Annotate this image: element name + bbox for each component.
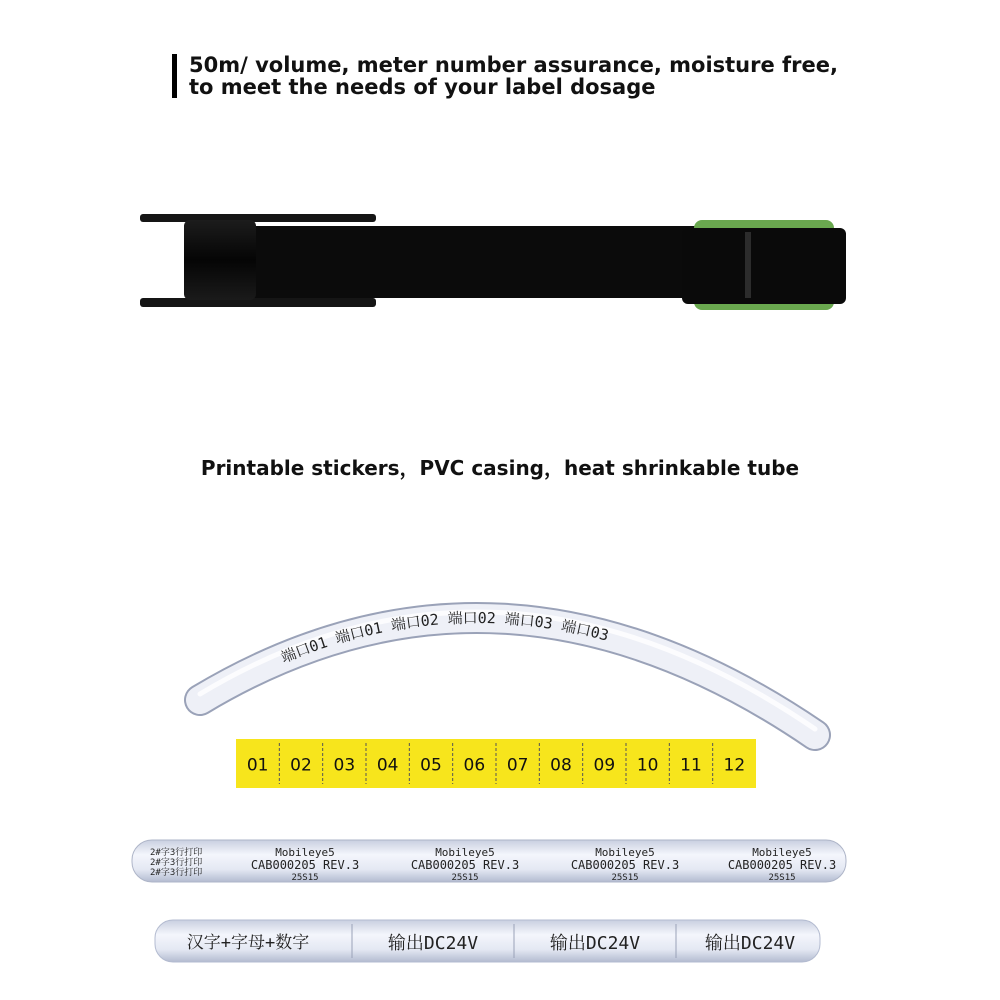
- sleeve-side-text: 2#字3行打印: [150, 868, 203, 878]
- sleeve-line-1: Mobileye5: [435, 846, 495, 859]
- curved-tube: [200, 609, 815, 735]
- strip-number: 11: [680, 755, 702, 776]
- strip-number: 10: [636, 755, 659, 776]
- right-spool: [682, 228, 846, 304]
- headline-line-2: to meet the needs of your label dosage: [189, 75, 656, 99]
- bottom-tube-repeat-label: 输出DC24V: [387, 933, 479, 954]
- bottom-tube-repeat-label: 输出DC24V: [549, 933, 641, 954]
- strip-number: 12: [723, 755, 746, 776]
- strip-number: 08: [550, 755, 572, 776]
- strip-number: 07: [506, 755, 529, 776]
- sleeve-line-2: CAB000205 REV.3: [410, 858, 520, 872]
- sleeve-line-3: 25S15: [291, 873, 319, 883]
- spool-flange-bottom: [140, 298, 376, 307]
- sleeve-line-2: CAB000205 REV.3: [250, 858, 360, 872]
- curved-tube-text: 端口01 端口01 端口02 端口02 端口03 端口03: [278, 608, 611, 667]
- sleeve-line-3: 25S15: [451, 873, 479, 883]
- sleeve-line-3: 25S15: [768, 873, 796, 883]
- bottom-tube-first-label: 汉字+字母+数字: [186, 933, 310, 953]
- printed-sleeve: [132, 840, 846, 883]
- left-spool: [184, 220, 256, 300]
- bottom-tube: [155, 920, 820, 962]
- subheading: Printable stickers，PVC casing，heat shrinkable tube: [200, 456, 800, 480]
- sleeve-line-1: Mobileye5: [752, 846, 812, 859]
- number-strip: [236, 739, 756, 788]
- strip-number: 05: [420, 755, 442, 776]
- strip-number: 06: [463, 755, 486, 776]
- sleeve-line-3: 25S15: [611, 873, 639, 883]
- spool-highlight: [745, 232, 751, 298]
- strip-number: 03: [333, 755, 356, 776]
- spool-flange-top: [140, 214, 376, 222]
- strip-number: 02: [290, 755, 312, 776]
- sleeve-line-1: Mobileye5: [275, 846, 335, 859]
- strip-number: 04: [376, 755, 399, 776]
- bottom-tube-repeat-label: 输出DC24V: [704, 933, 796, 954]
- strip-number: 09: [593, 755, 616, 776]
- ink-ribbon-cartridge: [140, 214, 846, 310]
- sleeve-side-text: 2#字3行打印: [150, 848, 203, 858]
- sleeve-line-2: CAB000205 REV.3: [570, 858, 680, 872]
- headline-line-1: 50m/ volume, meter number assurance, moisture free,: [189, 53, 839, 77]
- sleeve-line-2: CAB000205 REV.3: [727, 858, 837, 872]
- strip-number: 01: [246, 755, 269, 776]
- sleeve-line-1: Mobileye5: [595, 846, 655, 859]
- sleeve-side-text: 2#字3行打印: [150, 858, 203, 868]
